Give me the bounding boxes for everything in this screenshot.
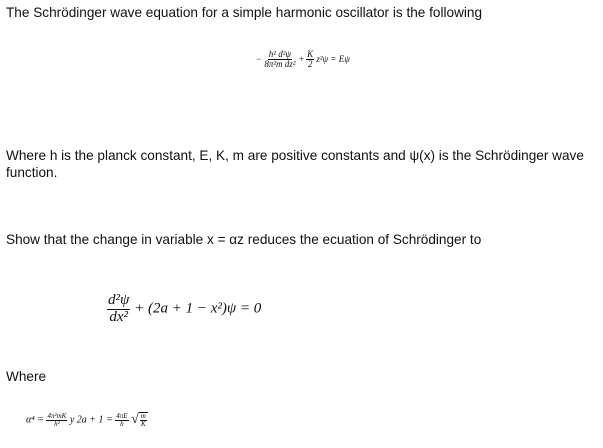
square-root bbox=[131, 412, 148, 429]
fraction-denominator: 8π²m dz² bbox=[264, 59, 296, 70]
fraction-energy bbox=[115, 413, 128, 429]
alpha-definition-lhs: α⁴ = bbox=[26, 414, 44, 426]
fraction-second-derivative bbox=[107, 293, 130, 326]
connector-text: y 2a + 1 = bbox=[69, 414, 113, 426]
definitions-text: Where h is the planck constant, E, K, m are positive constants and ψ(x) is the Schrödinger wave function. bbox=[6, 148, 584, 180]
fraction-numerator: 4πE bbox=[116, 411, 128, 420]
fraction-m-over-k bbox=[140, 413, 147, 429]
fraction-numerator: 4π²mK bbox=[47, 411, 67, 420]
fraction-denominator: h bbox=[120, 419, 124, 428]
fraction-numerator: m bbox=[140, 412, 146, 420]
equation-remainder: + (2a + 1 − x²)ψ = 0 bbox=[134, 300, 262, 317]
where-label: Where bbox=[6, 369, 47, 384]
equation-schrodinger-oscillator bbox=[256, 50, 350, 70]
minus-sign: − bbox=[256, 54, 262, 64]
fraction-denominator: K bbox=[140, 420, 146, 429]
equation-definitions bbox=[26, 412, 148, 429]
fraction-denominator: h² bbox=[54, 419, 60, 428]
intro-text: The Schrödinger wave equation for a simple harmonic oscillator is the following bbox=[6, 5, 483, 20]
fraction-numerator: d²ψ bbox=[108, 292, 130, 308]
radical-sign: √ bbox=[131, 412, 139, 428]
fraction-denominator: dx² bbox=[109, 308, 128, 325]
fraction-potential-coefficient bbox=[306, 50, 314, 70]
equation-remainder: z²ψ = Eψ bbox=[316, 54, 350, 64]
fraction-alpha bbox=[46, 413, 67, 429]
plus-sign: + bbox=[298, 54, 304, 64]
fraction-numerator: h² d²ψ bbox=[268, 49, 292, 59]
fraction-numerator: K bbox=[307, 49, 314, 59]
equation-reduced bbox=[107, 293, 261, 326]
fraction-kinetic-term bbox=[263, 50, 296, 70]
task-text: Show that the change in variable x = αz reduces the ecuation of Schrödinger to bbox=[6, 232, 482, 247]
fraction-denominator: 2 bbox=[307, 59, 313, 70]
